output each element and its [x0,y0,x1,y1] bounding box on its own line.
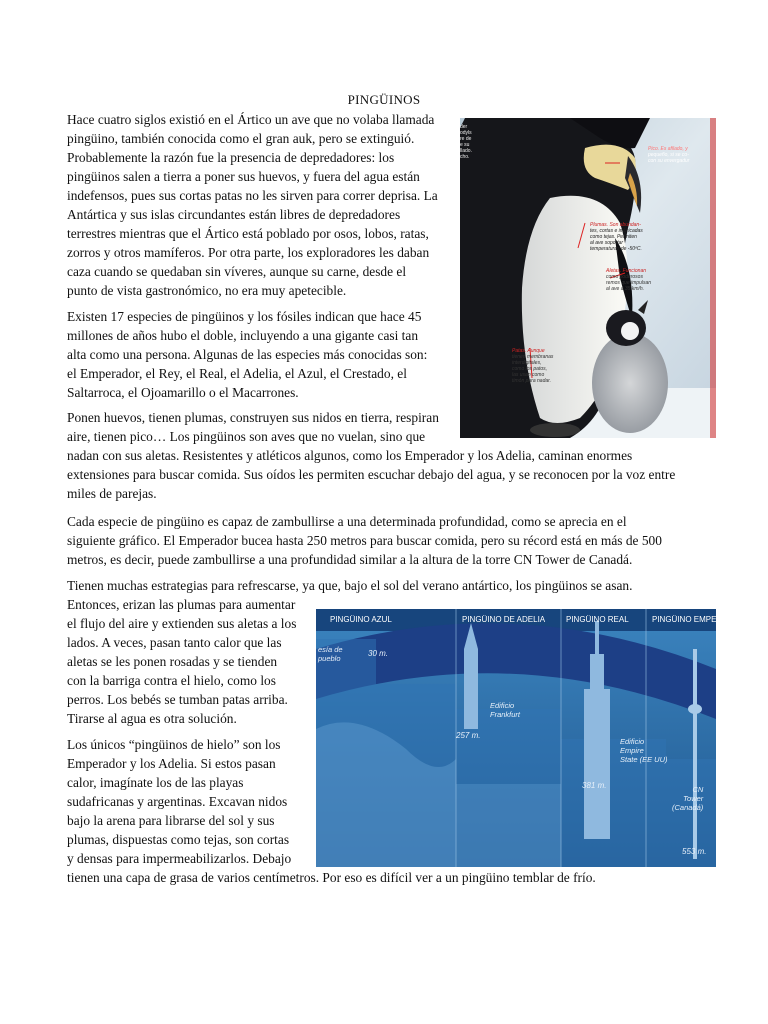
text-line: Entonces, erizan las plumas para aumentar [67,597,296,612]
text-line: terrestres mientras que el Ártico está poblado por osos, lobos, ratas, [67,226,429,241]
caption-line: al ave soportar [590,240,624,246]
caption-line: re de [460,136,472,142]
text-line: Probablemente la razón fue la presencia de depredadores: los [67,150,395,165]
caption-line: temperaturas de -50ºC. [590,246,642,252]
text-line: punto de vista gastronómico, no era muy apetecible. [67,283,347,298]
header-pinguino-azul: PINGÜINO AZUL [330,615,392,624]
empire-state-depth-label: 381 m. [582,781,607,790]
caption-line: Aletas. Funcionan [606,268,647,274]
text-line: alta como una persona. Algunas de las especies más conocidas son: [67,347,428,362]
label-line: (Canadá) [672,803,704,812]
text-line: tienen una capa de grasa de varios centímetros. Por eso es difícil ver a un pingüino temblar de frío. [67,870,596,885]
caption-line: llado. [460,148,472,154]
caption-line: como poderosos [606,274,643,280]
caption-line: e su [460,142,470,148]
cn-tower-label [672,785,703,812]
text-line: Antártica y sus islas circundantes están libres de depredadores [67,207,401,222]
label-line: Empire [620,746,644,755]
text-line: aire, tienen pico… Los pingüinos son aves que no vuelan, sino que [67,429,426,444]
frankfurt-label [490,701,520,719]
penguin-illustration [460,118,716,438]
label-line: Edificio [620,737,645,746]
caption-line: pequeño, si se co- [648,152,689,158]
text-line: bajo la arena para librarse del sol y sus [67,813,275,828]
text-line: pingüino, también conocida como el gran auk, pero se extinguió. [67,131,415,146]
plumas-caption [590,222,643,252]
caption-line: con su envergadur [648,158,690,164]
cn-tower-depth-label: 553 m. [682,847,707,856]
azul-depth-label: 30 m. [368,649,389,658]
header-pinguino-adelia: PINGÜINO DE ADELIA [462,615,546,624]
text-line: Cada especie de pingüino es capaz de zambullirse a una determinada profundidad, como se aprecia en el [67,514,627,529]
text-line: nadan con sus aletas. Resistentes y atléticos algunos, como los Emperador y los Adelia, caminan enormes [67,448,633,463]
paragraph-1 [67,110,438,300]
text-line: el flujo del aire y extienden sus aletas a los [67,616,297,631]
text-line: Ponen huevos, tienen plumas, construyen sus nidos en tierra, respiran [67,410,439,425]
label-line: Frankfurt [490,710,521,719]
text-line: caza cuando se quedaban sin víveres, aunque su carne, desde el [67,264,407,279]
caption-line: cho. [460,154,470,160]
caption-line: Patas. Aunque [512,348,545,354]
text-line: calor, imagínate los de las playas [67,775,244,790]
aletas-caption [606,268,651,292]
text-line: metros, es decir, puede zambullirse a una profundidad similar a la altura de la torre CN Tower de Canadá. [67,552,633,567]
label-line: State (EE UU) [620,755,668,764]
label-line: pueblo [318,654,341,663]
text-line: extensiones para buscar comida. Sus oídos les permiten escuchar debajo del agua, y se reconocen por la voz entre [67,467,676,482]
azul-reference-label [318,645,343,663]
text-line: perros. Los bebés se tumban patas arriba. [67,692,288,707]
caption-line: tes, cortas e imbricadas [590,228,643,234]
caption-line: como tejas. Permiten [590,234,637,240]
header-pinguino-emperador: PINGÜINO EMPERA [652,615,728,624]
left-edge-caption [460,124,472,160]
text-line: siguiente gráfico. El Emperador bucea hasta 250 metros para buscar comida, pero su récord está en más de 500 [67,533,662,548]
patas-caption [512,348,553,384]
text-line: pingüinos salen a tierra a poner sus huevos, y fuera del agua están [67,169,420,184]
penguin-dive-depth-infographic [316,609,728,867]
text-line: Los únicos “pingüinos de hielo” son los [67,737,281,752]
text-line: Tienen muchas estrategias para refrescarse, ya que, bajo el sol del verano antártico, los pingüinos se asan. [67,578,633,593]
caption-line: Pico. Es afilado, y [648,146,688,152]
page-title: PINGÜINOS [347,92,421,107]
label-line: CN [692,785,704,794]
label-line: Edificio [490,701,515,710]
text-line: zorros y otros mamíferos. Por otra parte, los exploradores les daban [67,245,430,260]
text-line: Hace cuatro siglos existió en el Ártico un ave que no volaba llamada [67,112,435,127]
text-line: Emperador y los Adelia. Si estos pasan [67,756,276,771]
text-line: lados. A veces, pasan tanto calor que las [67,635,282,650]
text-line: Saltarroca, el Ojoamarillo o el Macarrones. [67,385,299,400]
caption-line: remos que impulsan [606,280,652,286]
caption-line: al ave a 35 km/h. [606,286,645,292]
text-line: miles de parejas. [67,486,157,501]
text-line: Tirarse al agua es otra solución. [67,711,237,726]
text-line: millones de años hubo el doble, incluyendo a una gigante casi tan [67,328,419,343]
caption-line: Plumas. Son abundan- [590,222,641,228]
text-line: el Emperador, el Rey, el Real, el Adelia, el Azul, el Crestado, el [67,366,407,381]
paragraph-2 [67,307,427,402]
text-line: indefensos, pues sus cortas patas no les sirven para correr deprisa. La [67,188,438,203]
caption-line: tienen membranas [512,354,554,360]
frankfurt-depth-label: 257 m. [456,731,481,740]
label-line: Tower [683,794,704,803]
text-line: aletas se les ponen rosadas y se tienden [67,654,278,669]
caption-line: odyls [460,130,472,136]
caption-line: las usan como [512,372,545,378]
paragraph-4 [67,512,662,569]
text-line: Existen 17 especies de pingüinos y los fósiles indican que hace 45 [67,309,422,324]
caption-line: timón para nadar. [512,378,552,384]
caption-line: der [460,124,468,130]
text-line: plumas, dispuestas como tejas, son cortas [67,832,290,847]
caption-line: como los patos, [512,366,548,372]
caption-line: interdigitales, [512,360,542,366]
emperor-penguin-image [460,118,716,438]
text-line: y densas para impermeabilizarlos. Debajo [67,851,292,866]
label-line: esía de [318,645,343,654]
text-line: sudafricanas y argentinas. Excavan nidos [67,794,288,809]
text-line: con la barriga contra el hielo, como los [67,673,276,688]
header-pinguino-real: PINGÜINO REAL [566,615,629,624]
empire-state-label [620,737,668,764]
pico-caption [648,146,689,164]
